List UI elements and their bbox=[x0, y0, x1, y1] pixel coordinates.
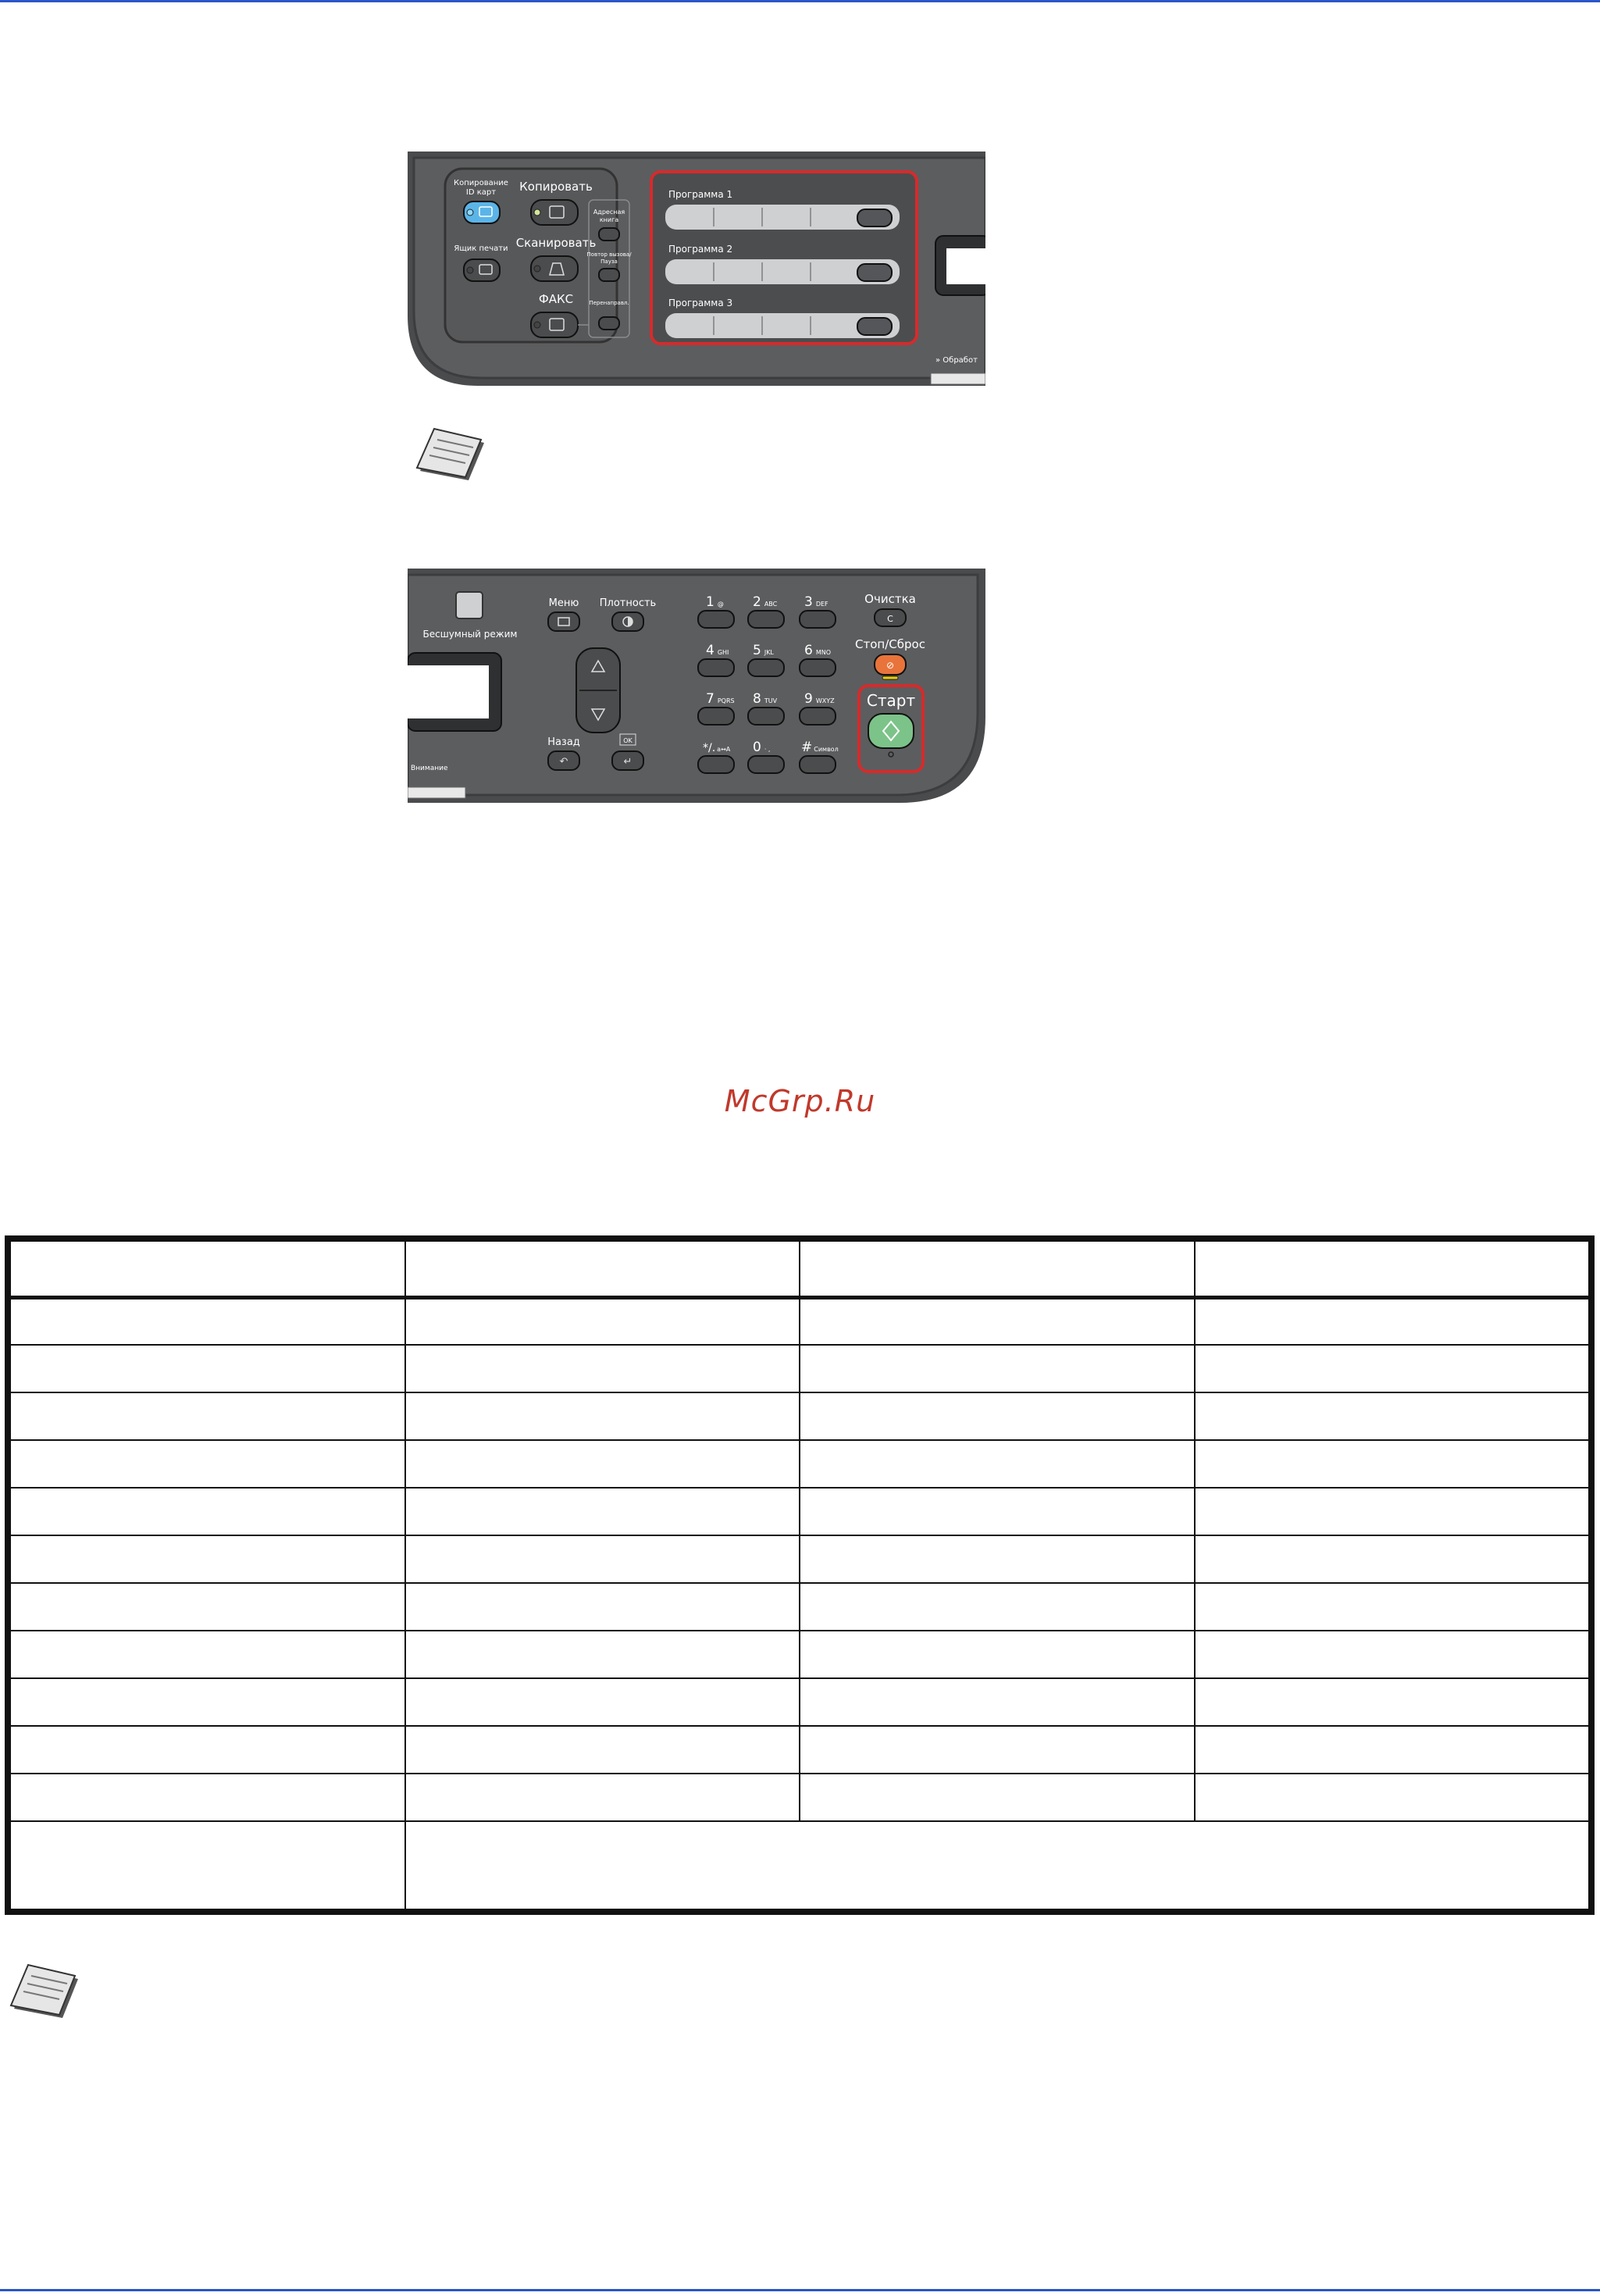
top-rule bbox=[0, 0, 1600, 2]
key-5[interactable] bbox=[748, 659, 784, 676]
display-screen bbox=[946, 248, 985, 284]
id-copy-button[interactable] bbox=[464, 201, 500, 223]
table-row bbox=[10, 1535, 1589, 1583]
key-label: 3 DEF bbox=[804, 594, 829, 610]
key-label: 8 TUV bbox=[753, 691, 778, 707]
table-row bbox=[10, 1345, 1589, 1392]
back-icon: ↶ bbox=[559, 756, 568, 768]
key-label: */. a↔A bbox=[703, 742, 731, 754]
table-header-row bbox=[10, 1241, 1589, 1297]
display-screen bbox=[408, 665, 489, 718]
quiet-mode-label: Бесшумный режим bbox=[422, 629, 518, 640]
note-icon bbox=[8, 1960, 86, 2027]
start-label: Старт bbox=[866, 691, 916, 710]
menu-label: Меню bbox=[548, 597, 579, 609]
start-button[interactable] bbox=[868, 714, 914, 748]
table-row bbox=[10, 1678, 1589, 1726]
key-0[interactable] bbox=[748, 756, 784, 773]
table-row bbox=[10, 1297, 1589, 1345]
key-2[interactable] bbox=[748, 611, 784, 628]
table-row bbox=[10, 1583, 1589, 1631]
program-1-button[interactable] bbox=[857, 209, 892, 226]
enter-icon: ↵ bbox=[623, 756, 633, 768]
stop-icon: ⊘ bbox=[886, 660, 895, 671]
copy-button[interactable] bbox=[531, 200, 578, 225]
address-book-button[interactable] bbox=[599, 228, 619, 241]
fax-label: ФАКС bbox=[538, 292, 574, 306]
key-hash[interactable] bbox=[800, 756, 836, 773]
key-label: 2 ABC bbox=[753, 594, 778, 610]
key-label: # Символ bbox=[801, 740, 839, 755]
fax-button[interactable] bbox=[531, 312, 578, 337]
clear-key-label: C bbox=[887, 614, 893, 624]
program-3-button[interactable] bbox=[857, 318, 892, 335]
key-star[interactable] bbox=[698, 756, 734, 773]
table-row bbox=[10, 1631, 1589, 1678]
redial-label: Повтор вызова/ Пауза bbox=[586, 251, 632, 265]
copy-label: Копировать bbox=[519, 180, 593, 194]
on-hook-label: Перенаправл. bbox=[589, 300, 629, 306]
table-row bbox=[10, 1488, 1589, 1535]
clear-label: Очистка bbox=[864, 592, 916, 606]
id-copy-label: Копирование ID карт bbox=[454, 179, 508, 197]
key-4[interactable] bbox=[698, 659, 734, 676]
key-7[interactable] bbox=[698, 708, 734, 725]
key-label: 4 GHI bbox=[706, 643, 729, 658]
on-hook-button[interactable] bbox=[599, 317, 619, 330]
key-label: 9 WXYZ bbox=[804, 691, 835, 707]
attention-label: Внимание bbox=[411, 765, 448, 772]
key-1[interactable] bbox=[698, 611, 734, 628]
operation-panel-right-image bbox=[408, 569, 985, 804]
specification-table bbox=[5, 1235, 1595, 1915]
key-8[interactable] bbox=[748, 708, 784, 725]
processing-label: » Обработ bbox=[935, 356, 978, 365]
program-3-label: Программа 3 bbox=[668, 298, 733, 308]
table-row bbox=[10, 1726, 1589, 1774]
table-row bbox=[10, 1821, 1589, 1909]
ok-label: OK bbox=[623, 737, 633, 744]
program-1-label: Программа 1 bbox=[668, 189, 733, 200]
print-box-button[interactable] bbox=[464, 259, 500, 281]
quiet-mode-button[interactable] bbox=[456, 592, 483, 619]
note-icon bbox=[414, 426, 492, 488]
back-label: Назад bbox=[547, 736, 580, 748]
key-label: 5 JKL bbox=[753, 643, 774, 658]
key-6[interactable] bbox=[800, 659, 836, 676]
stop-reset-label: Стоп/Сброс bbox=[855, 637, 925, 651]
density-label: Плотность bbox=[599, 597, 657, 609]
key-label: 1 @ bbox=[706, 594, 724, 610]
key-3[interactable] bbox=[800, 611, 836, 628]
table-row bbox=[10, 1774, 1589, 1821]
print-box-label: Ящик печати bbox=[454, 244, 508, 253]
program-2-label: Программа 2 bbox=[668, 244, 733, 255]
key-label: 0 · , bbox=[753, 740, 771, 755]
program-2-button[interactable] bbox=[857, 264, 892, 281]
scan-button[interactable] bbox=[531, 256, 578, 281]
operation-panel-left-image bbox=[408, 152, 985, 390]
watermark: McGrp.Ru bbox=[724, 1084, 876, 1118]
bottom-rule bbox=[0, 2289, 1600, 2291]
key-label: 7 PQRS bbox=[706, 691, 735, 707]
key-label: 6 MNO bbox=[804, 643, 832, 658]
scan-label: Сканировать bbox=[515, 236, 597, 250]
table-row bbox=[10, 1392, 1589, 1440]
address-book-label: Адресная книга bbox=[593, 209, 625, 223]
redial-button[interactable] bbox=[599, 269, 619, 281]
table-row bbox=[10, 1440, 1589, 1488]
key-9[interactable] bbox=[800, 708, 836, 725]
menu-button[interactable] bbox=[548, 612, 579, 631]
